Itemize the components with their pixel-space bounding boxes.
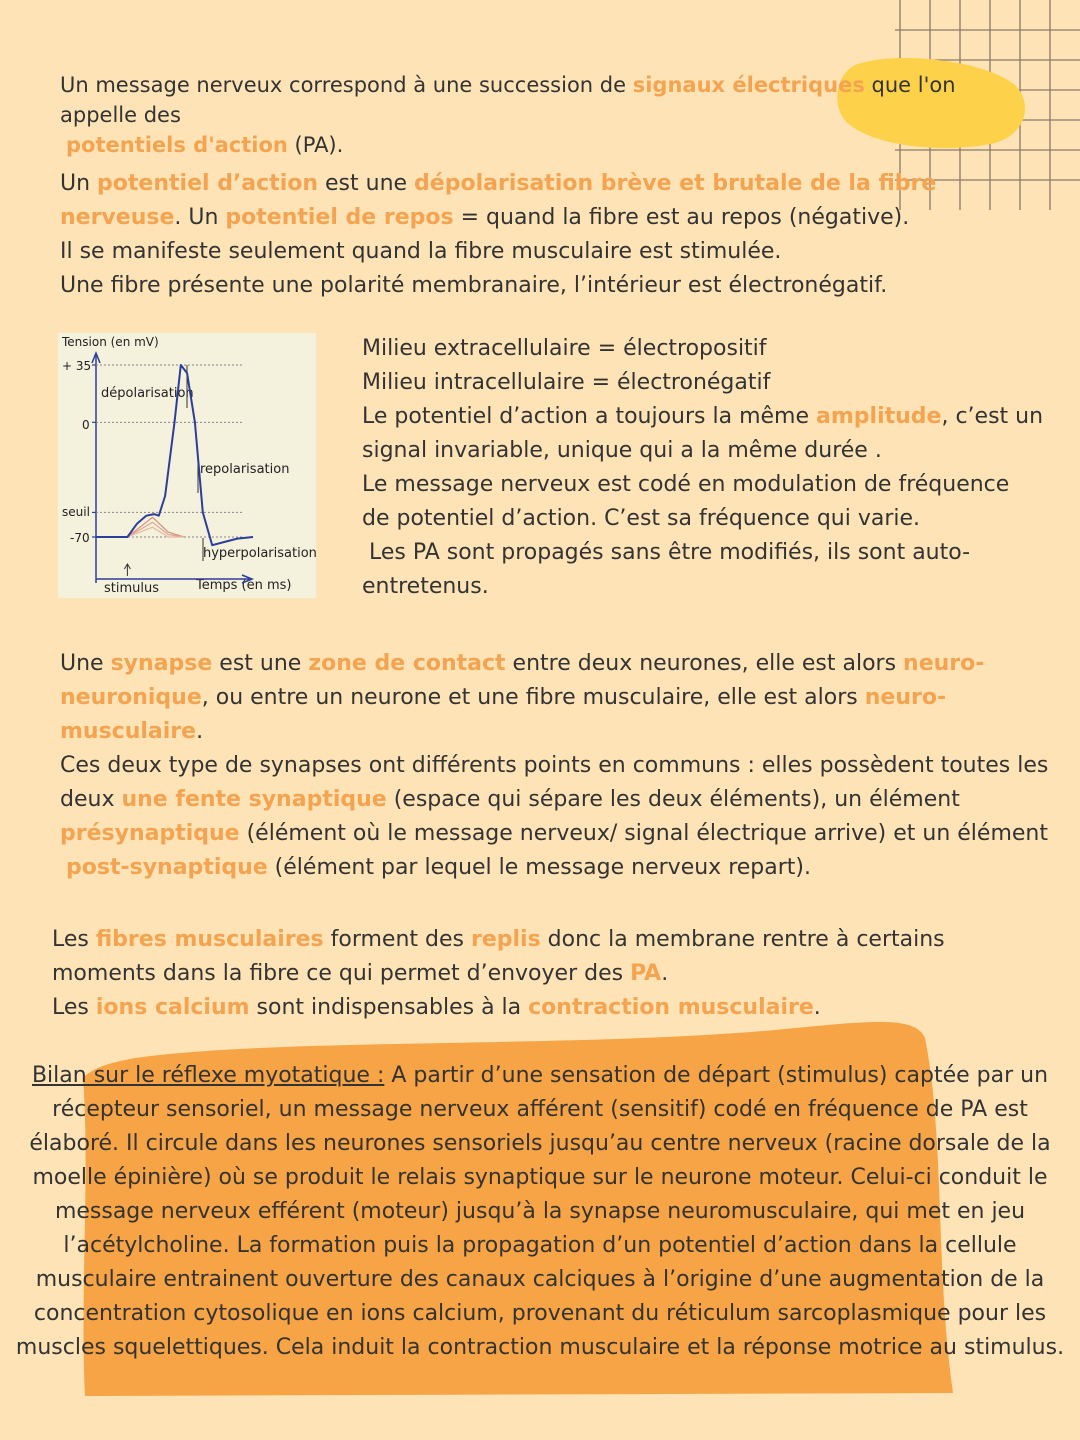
milieu-text: entretenus. [362, 574, 489, 599]
synapse-highlight: post-synaptique [66, 855, 268, 880]
synapse-text: entre deux neurones, elle est alors [505, 651, 904, 676]
synapse-text: Ces deux type de synapses ont différents points en communs : elles possèdent toutes les [60, 753, 1049, 778]
fibres-text: moments dans la fibre ce qui permet d’envoyer des [52, 961, 631, 986]
synapse-highlight: neuro- [903, 651, 985, 676]
bilan-text: moelle épinière) où se produit le relais synaptique sur le neurone moteur. Celui-ci conduit le [32, 1165, 1048, 1190]
bilan-text: récepteur sensoriel, un message nerveux afférent (sensitif) codé en fréquence de PA est [52, 1097, 1028, 1122]
annotation-repolarisation: repolarisation [200, 462, 290, 477]
fibres-text: donc la membrane rentre à certains [540, 927, 945, 952]
pa-text: Un [60, 171, 98, 196]
bilan-text: l’acétylcholine. La formation puis la propagation d’un potentiel d’action dans la cellule [63, 1233, 1017, 1258]
annotation-hyperpolarisation: hyperpolarisation [203, 546, 316, 561]
intro-text: (PA). [287, 133, 344, 157]
bilan-text: muscles squelettiques. Cela induit la contraction musculaire et la réponse motrice au stimulus. [15, 1335, 1065, 1360]
intro-text: que l'on appelle des [60, 73, 956, 127]
milieu-text: Milieu extracellulaire = électropositif [362, 336, 767, 361]
synapse-text: deux [60, 787, 122, 812]
annotation-depolarisation: dépolarisation [101, 386, 194, 401]
fibres-paragraph [52, 923, 1042, 1025]
bilan-text: A partir d’une sensation de départ (stimulus) captée par un [384, 1063, 1049, 1088]
synapse-highlight: une fente synaptique [121, 787, 387, 812]
fibres-text: . [813, 995, 821, 1020]
tick-label-seuil: seuil [62, 505, 90, 519]
fibres-highlight: replis [470, 927, 541, 952]
fibres-text: Les [52, 995, 96, 1020]
pa-text: est une [318, 171, 415, 196]
intro-highlight: signaux électriques [632, 73, 865, 97]
milieu-text: de potentiel d’action. C’est sa fréquence qui varie. [362, 506, 921, 531]
tick-label-35: + 35 [62, 359, 92, 373]
bilan-text: message nerveux efférent (moteur) jusqu’à la synapse neuromusculaire, qui met en jeu [54, 1199, 1026, 1224]
milieu-text: signal invariable, unique qui a la même durée . [362, 438, 882, 463]
intro-highlight: potentiels d'action [66, 133, 288, 157]
tick-label-minus70: -70 [70, 531, 90, 545]
fibres-text: . [661, 961, 669, 986]
bilan-text: élaboré. Il circule dans les neurones sensoriels jusqu’au centre nerveux (racine dorsale de la [29, 1131, 1051, 1156]
milieu-text: , c’est un [941, 404, 1044, 429]
milieu-highlight: amplitude [816, 404, 942, 429]
synapse-text: (élément où le message nerveux/ signal électrique arrive) et un élément [239, 821, 1048, 846]
annotation-stimulus: stimulus [104, 581, 160, 596]
pa-text: . Un [174, 205, 226, 230]
synapse-highlight: présynaptique [60, 821, 240, 846]
pa-text: Il se manifeste seulement quand la fibre musculaire est stimulée. [60, 239, 782, 264]
synapse-highlight: neuro- [864, 685, 947, 710]
fibres-text: Les [52, 927, 96, 952]
tick-label-0: 0 [82, 418, 90, 432]
milieu-text: Le message nerveux est codé en modulation de fréquence [362, 472, 1010, 497]
fibres-highlight: PA [630, 961, 662, 986]
synapse-paragraph [60, 647, 1050, 885]
synapse-highlight: musculaire [60, 719, 197, 744]
milieu-text: Les PA sont propagés sans être modifiés, ils sont auto- [362, 540, 971, 565]
milieu-text: Le potentiel d’action a toujours la même [362, 404, 817, 429]
action-potential-chart [58, 333, 316, 598]
milieu-text: Milieu intracellulaire = électronégatif [362, 370, 771, 395]
synapse-text: (élément par lequel le message nerveux repart). [267, 855, 811, 880]
bilan-text: musculaire entrainent ouverture des canaux calciques à l’origine d’une augmentation de la [35, 1267, 1045, 1292]
fibres-text: forment des [323, 927, 471, 952]
synapse-highlight: synapse [110, 651, 213, 676]
intro-text: Un message nerveux correspond à une succession de [60, 73, 633, 97]
bilan-paragraph [0, 1059, 1080, 1365]
synapse-highlight: neuronique [60, 685, 202, 710]
fibres-highlight: contraction musculaire [528, 995, 814, 1020]
pa-text: = quand la fibre est au repos (négative). [453, 205, 910, 230]
synapse-text: est une [212, 651, 309, 676]
synapse-text: (espace qui sépare les deux éléments), un élément [386, 787, 960, 812]
pa-highlight: dépolarisation brève et brutale de la fibre [414, 171, 937, 196]
chart-svg [58, 333, 316, 598]
synapse-text: . [196, 719, 204, 744]
chart-ylabel: Tension (en mV) [62, 335, 159, 349]
bilan-text: concentration cytosolique en ions calcium, provenant du réticulum sarcoplasmique pour les [33, 1301, 1047, 1326]
fibres-highlight: fibres musculaires [95, 927, 324, 952]
pa-text: Une fibre présente une polarité membranaire, l’intérieur est électronégatif. [60, 273, 888, 298]
pa-highlight: potentiel d’action [97, 171, 319, 196]
synapse-text: Une [60, 651, 111, 676]
intro-paragraph [60, 70, 1010, 160]
chart-xlabel: Temps (en ms) [196, 578, 292, 593]
synapse-highlight: zone de contact [308, 651, 506, 676]
pa-highlight: nerveuse [60, 205, 175, 230]
fibres-text: sont indispensables à la [249, 995, 529, 1020]
potentiel-action-paragraph [60, 167, 1020, 303]
milieu-paragraph [362, 332, 1052, 604]
bilan-title: Bilan sur le réflexe myotatique : [31, 1063, 385, 1088]
pa-highlight: potentiel de repos [225, 205, 454, 230]
fibres-highlight: ions calcium [95, 995, 250, 1020]
synapse-text: , ou entre un neurone et une fibre musculaire, elle est alors [201, 685, 865, 710]
